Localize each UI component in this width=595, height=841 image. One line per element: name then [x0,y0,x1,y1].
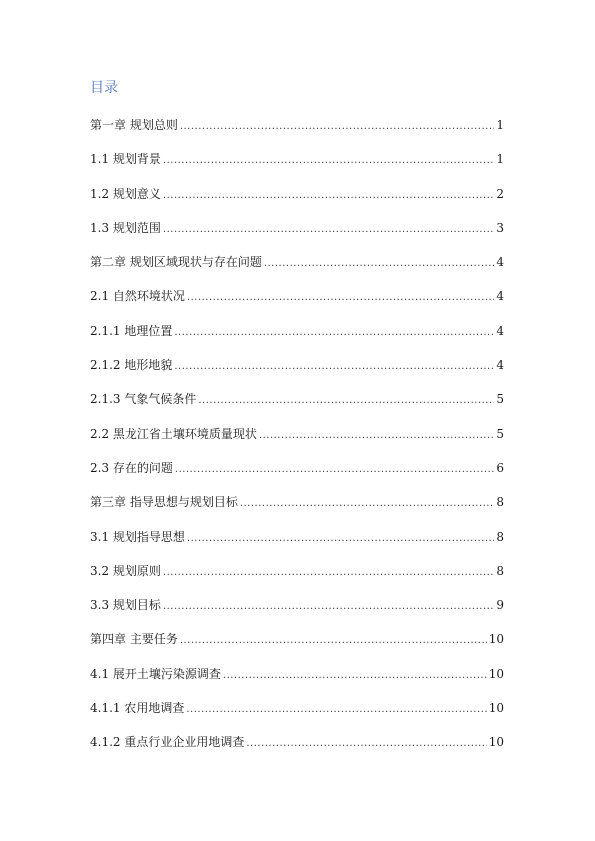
toc-entry-page-number: 6 [496,460,504,475]
toc-entry-label: 1.3 规划范围 [90,220,161,235]
toc-dot-leader [186,700,486,720]
toc-entry[interactable] [90,458,504,478]
toc-entry-page-number: 4 [496,289,504,304]
toc-entry[interactable] [90,115,504,135]
toc-dot-leader [187,288,494,308]
toc-entry-label: 4.1.2 重点行业企业用地调查 [90,735,245,750]
toc-dot-leader [240,494,495,514]
toc-entry-page-number: 4 [496,255,504,270]
toc-dot-leader [163,151,494,171]
toc-dot-leader [174,357,494,377]
toc-dot-leader [174,323,494,343]
toc-entry-label: 2.1.3 气象气候条件 [90,392,197,407]
toc-dot-leader [198,391,494,411]
toc-entry-label: 2.2 黑龙江省土壤环境质量现状 [90,426,257,441]
toc-dot-leader [264,254,495,274]
toc-entry[interactable] [90,149,504,169]
toc-entry[interactable] [90,286,504,306]
toc-entry[interactable] [90,595,504,615]
toc-entry-label: 2.1 自然环境状况 [90,289,185,304]
toc-entry-page-number: 9 [496,598,504,613]
toc-entry-page-number: 10 [488,666,504,681]
toc-entry-page-number: 5 [496,392,504,407]
toc-entry-label: 第四章 主要任务 [90,632,178,647]
toc-entry-page-number: 8 [496,529,504,544]
toc-dot-leader [163,186,494,206]
toc-entry-label: 3.1 规划指导思想 [90,529,185,544]
toc-entry-label: 1.1 规划背景 [90,152,161,167]
toc-title: 目录 [90,80,118,96]
toc-entry-label: 1.2 规划意义 [90,186,161,201]
toc-entry[interactable] [90,184,504,204]
toc-entry-page-number: 3 [496,220,504,235]
toc-entry[interactable] [90,629,504,649]
toc-entry-page-number: 10 [488,735,504,750]
toc-entry-label: 第三章 指导思想与规划目标 [90,495,238,510]
toc-entry-label: 4.1.1 农用地调查 [90,701,185,716]
toc-entry-page-number: 2 [496,186,504,201]
toc-entry[interactable] [90,492,504,512]
toc-entry-label: 3.3 规划目标 [90,598,161,613]
toc-entry-label: 4.1 展开土壤污染源调查 [90,666,221,681]
toc-entry-page-number: 8 [496,495,504,510]
toc-entry-page-number: 1 [496,118,504,132]
toc-dot-leader [187,529,494,549]
toc-entry[interactable] [90,561,504,581]
toc-entry-page-number: 10 [488,632,504,647]
toc-entry-label: 第一章 规划总则 [90,118,178,132]
toc-entry-page-number: 1 [496,152,504,167]
toc-entry[interactable] [90,732,504,752]
toc-dot-leader [180,117,495,137]
toc-entry-page-number: 8 [496,563,504,578]
toc-entry-page-number: 5 [496,426,504,441]
toc-dot-leader [223,666,487,686]
toc-entry[interactable] [90,252,504,272]
toc-entry[interactable] [90,218,504,238]
toc-entry-label: 2.1.1 地理位置 [90,323,173,338]
toc-dot-leader [180,631,487,651]
toc-dot-leader [259,426,494,446]
toc-entry-label: 2.3 存在的问题 [90,460,173,475]
toc-entry-label: 第二章 规划区域现状与存在问题 [90,255,262,270]
toc-entry-label: 2.1.2 地形地貌 [90,358,173,373]
toc-entry-page-number: 4 [496,323,504,338]
toc-entry-label: 3.2 规划原则 [90,563,161,578]
toc-entry[interactable] [90,321,504,341]
toc-entry-page-number: 4 [496,358,504,373]
toc-entry[interactable] [90,389,504,409]
toc-dot-leader [246,734,486,754]
toc-entry-page-number: 10 [488,701,504,716]
toc-dot-leader [163,563,494,583]
toc-list [90,115,504,767]
toc-dot-leader [163,220,494,240]
toc-dot-leader [163,597,494,617]
toc-entry[interactable] [90,424,504,444]
toc-entry[interactable] [90,527,504,547]
toc-entry[interactable] [90,698,504,718]
toc-entry[interactable] [90,664,504,684]
toc-dot-leader [175,460,494,480]
toc-entry[interactable] [90,355,504,375]
